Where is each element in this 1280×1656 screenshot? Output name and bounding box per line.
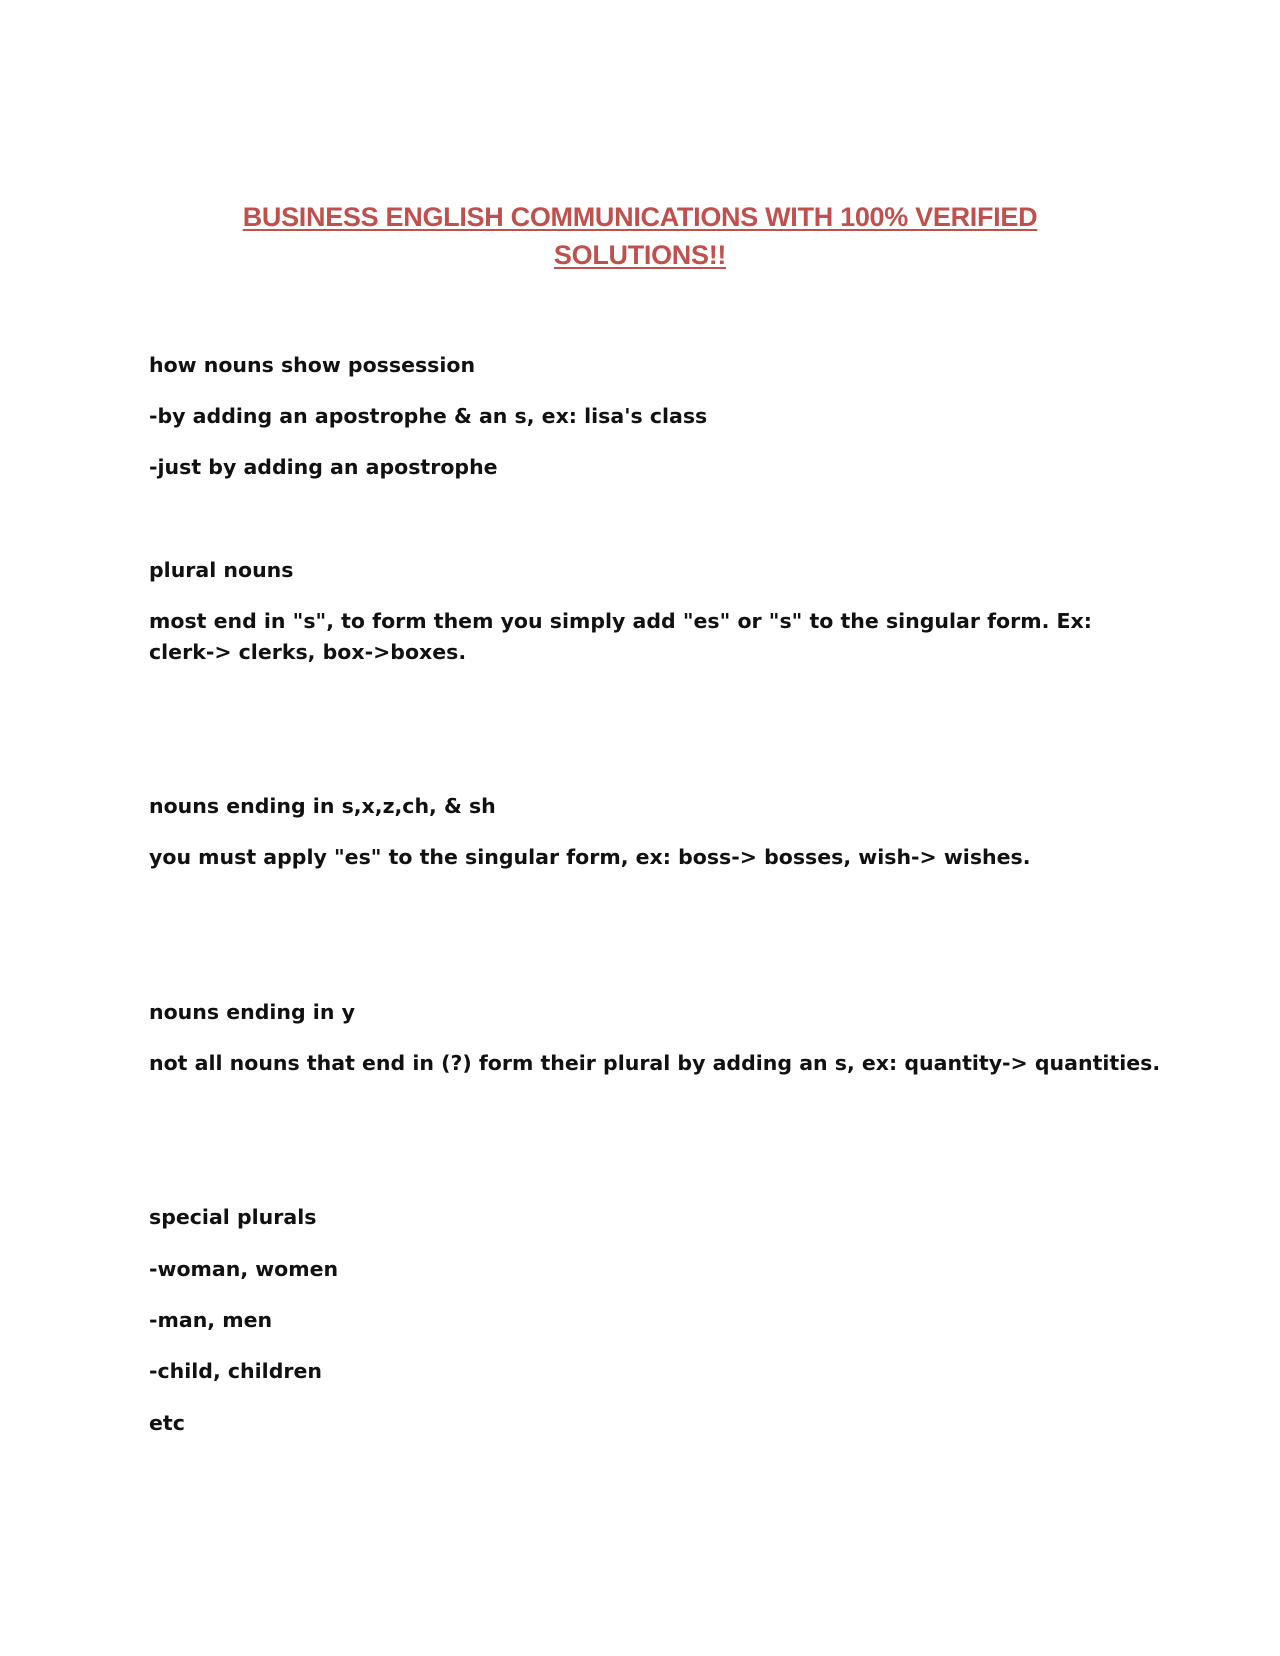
document-title-line-2: SOLUTIONS!! [553,240,727,270]
plural-nouns-rule: most end in "s", to form them you simply add "es" or "s" to the singular form. Ex: clerk-> clerks, box->boxes. [149,609,1092,664]
special-plural-etc: etc [149,1411,185,1435]
section-heading-special-plurals: special plurals [149,1205,317,1229]
section-heading-possession: how nouns show possession [149,353,476,377]
nouns-ending-y-rule: not all nouns that end in (?) form their plural by adding an s, ex: quantity-> quantities. [149,1051,1161,1075]
special-plural-woman: -woman, women [149,1257,339,1281]
special-plural-child: -child, children [149,1359,322,1383]
section-heading-s-x-z-ch-sh: nouns ending in s,x,z,ch, & sh [149,794,496,818]
section-heading-plural-nouns: plural nouns [149,558,294,582]
s-x-z-ch-sh-rule: you must apply "es" to the singular form, ex: boss-> bosses, wish-> wishes. [149,845,1031,869]
possession-rule-2: -just by adding an apostrophe [149,455,498,479]
possession-rule-1: -by adding an apostrophe & an s, ex: lisa's class [149,404,708,428]
special-plural-man: -man, men [149,1308,273,1332]
document-title-line-1: BUSINESS ENGLISH COMMUNICATIONS WITH 100% VERIFIED [242,202,1038,232]
section-heading-nouns-ending-y: nouns ending in y [149,1000,355,1024]
